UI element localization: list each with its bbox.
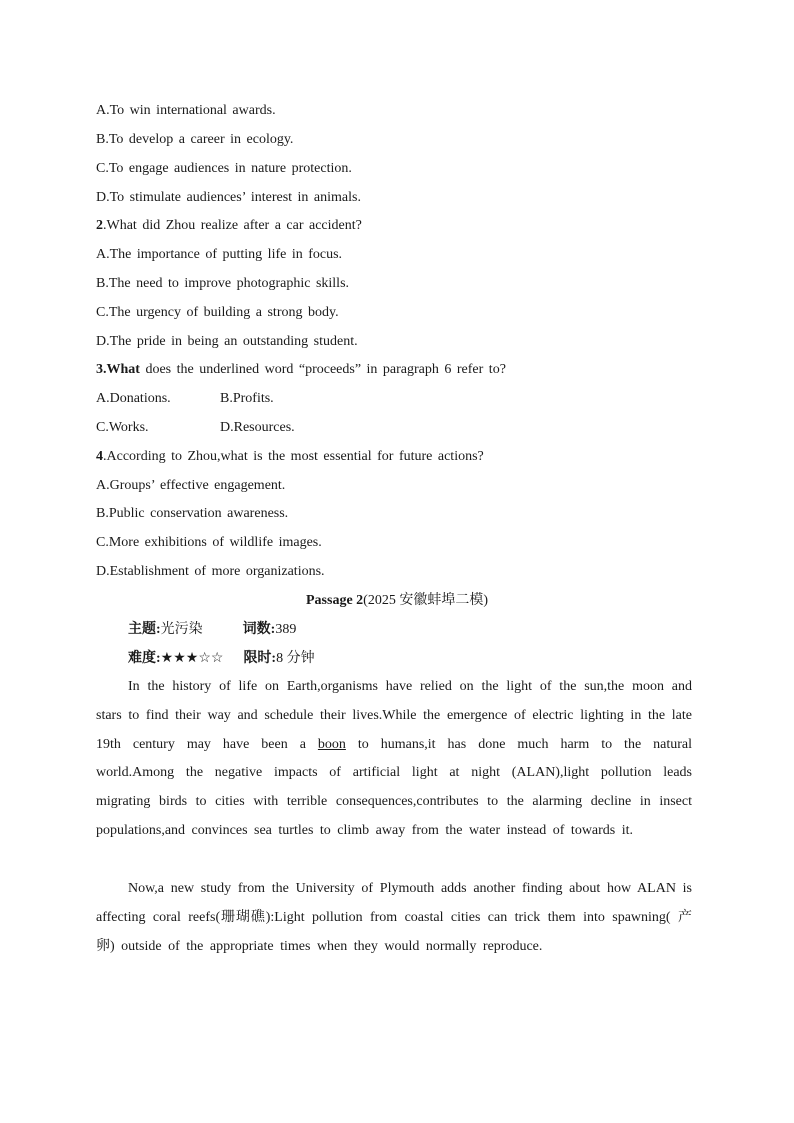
wordcount-value: 389 bbox=[275, 622, 297, 637]
q2-option-d: D.The pride in being an outstanding student. bbox=[96, 334, 358, 349]
q3-stem-bold: .What bbox=[103, 362, 140, 377]
q2-option-b: B.The need to improve photographic skills. bbox=[96, 276, 350, 291]
passage-source: (2025 安徽蚌埠二模) bbox=[363, 593, 488, 608]
q4-option-b: B.Public conservation awareness. bbox=[96, 506, 289, 521]
underlined-word-boon: boon bbox=[317, 736, 346, 752]
q4-stem bbox=[96, 448, 484, 466]
time-label: 限时: bbox=[243, 651, 277, 666]
q3-stem bbox=[96, 361, 506, 379]
passage-paragraph-1 bbox=[96, 673, 692, 846]
q2-stem bbox=[96, 217, 362, 235]
q4-stem-text: .According to Zhou,what is the most essential for future actions? bbox=[103, 449, 484, 464]
q1-option-a: A.To win international awards. bbox=[96, 103, 276, 118]
passage-meta-difficulty-row bbox=[128, 650, 315, 668]
q4-option-c: C.More exhibitions of wildlife images. bbox=[96, 535, 322, 550]
q1-option-d: D.To stimulate audiences’ interest in animals. bbox=[96, 190, 361, 205]
q2-stem-text: .What did Zhou realize after a car accident? bbox=[103, 218, 362, 233]
difficulty-label: 难度: bbox=[128, 651, 161, 666]
q4-option-a: A.Groups’ effective engagement. bbox=[96, 478, 286, 493]
q3-number: 3 bbox=[96, 362, 103, 377]
topic-label: 主题: bbox=[128, 622, 161, 637]
difficulty-stars: ★★★☆☆ bbox=[160, 651, 224, 666]
q3-stem-text: does the underlined word “proceeds” in paragraph 6 refer to? bbox=[139, 362, 506, 377]
q3-options-row-1 bbox=[96, 390, 274, 408]
passage-meta-topic-row bbox=[128, 621, 296, 639]
q3-option-a: A.Donations. bbox=[96, 391, 171, 406]
q3-options-row-2 bbox=[96, 419, 295, 437]
p1-text-after: to humans,it has done much harm to the natural world.Among the negative impacts of artificial light at night (ALAN),light pollution leads migrating birds to cities with terrible consequences,contributes to the alarming decline in insect populations,and convinces sea turtles to climb away from the water instead of towards it. bbox=[96, 736, 693, 838]
passage-title-label: Passage 2 bbox=[306, 593, 364, 608]
passage-title bbox=[0, 592, 794, 610]
q3-option-b: B.Profits. bbox=[220, 391, 274, 406]
time-value: 8 分钟 bbox=[276, 651, 315, 666]
q2-option-a: A.The importance of putting life in focus. bbox=[96, 247, 343, 262]
topic-value: 光污染 bbox=[160, 622, 203, 637]
p1-text-before: In the history of life on Earth,organisms have relied on the light of the sun,the moon and stars to find their way and schedule their lives.While the emergence of electric lighting in the late 19th century may have been a bbox=[96, 679, 692, 752]
q3-option-c: C.Works. bbox=[96, 420, 149, 435]
q4-option-d: D.Establishment of more organizations. bbox=[96, 564, 325, 579]
q1-option-c: C.To engage audiences in nature protection. bbox=[96, 161, 352, 176]
passage-paragraph-2 bbox=[96, 875, 692, 961]
q1-option-b: B.To develop a career in ecology. bbox=[96, 132, 294, 147]
q2-option-c: C.The urgency of building a strong body. bbox=[96, 305, 339, 320]
p2-text: Now,a new study from the University of Plymouth adds another finding about how ALAN is affecting coral reefs(珊瑚礁):Light pollution from coastal cities can trick them into spawning( 产卵) outside of the appropriate times when they would normally reproduce. bbox=[96, 881, 692, 954]
q4-number: 4 bbox=[96, 449, 103, 464]
q2-number: 2 bbox=[96, 218, 103, 233]
wordcount-label: 词数: bbox=[242, 622, 276, 637]
q3-option-d: D.Resources. bbox=[220, 420, 295, 435]
